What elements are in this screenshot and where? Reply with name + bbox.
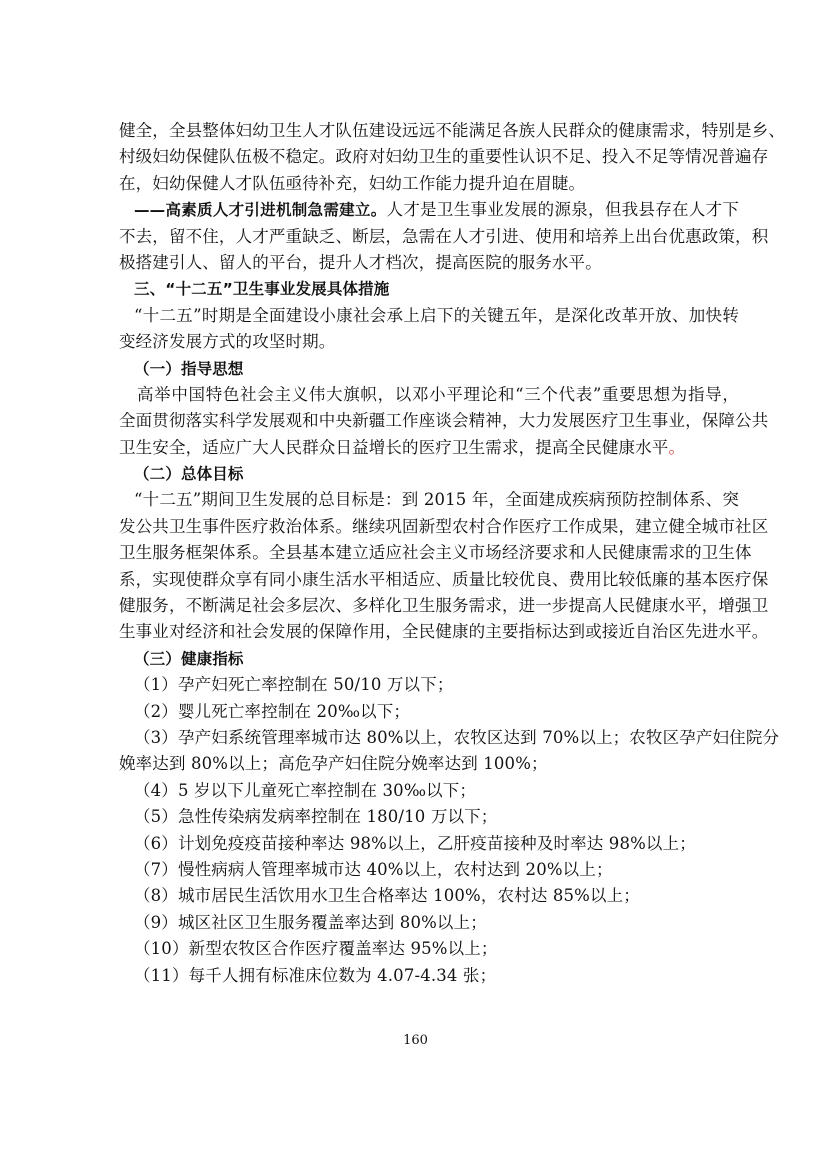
bold-lead: ——高素质人才引进机制急需建立。: [134, 201, 387, 220]
document-body: [119, 118, 785, 989]
paragraph-line: [119, 435, 739, 461]
paragraph-line: 村级妇幼保健队伍极不稳定。政府对妇幼卫生的重要性认识不足、投入不足等情况普遍存: [119, 147, 769, 167]
paragraph-line: 卫生服务框架体系。全县基本建立适应社会主义市场经济要求和人民健康需求的卫生体: [119, 543, 752, 563]
indicator-item: （2）婴儿死亡率控制在 20‰以下；: [134, 701, 411, 721]
paragraph-text: 人才是卫生事业发展的源泉，但我县存在人才下: [386, 200, 740, 220]
subsection-heading: （一）指导思想: [134, 359, 244, 378]
indicator-item: （8）城市居民生活饮用水卫生合格率达 100%，农村达 85%以上；: [134, 886, 640, 906]
indicator-item: （5）急性传染病发病率控制在 180/10 万以下；: [134, 807, 498, 827]
indicator-item: （11）每千人拥有标准床位数为 4.07-4.34 张；: [134, 965, 497, 985]
indicator-item: （1）孕产妇死亡率控制在 50/10 万以下；: [134, 675, 454, 695]
paragraph-line: “十二五”期间卫生发展的总目标是：到 2015 年，全面建成疾病预防控制体系、突: [134, 490, 739, 510]
red-period-mark: 。: [668, 437, 686, 457]
paragraph-line: 健服务，不断满足社会多层次、多样化卫生服务需求，进一步提高人民健康水平，增强卫: [119, 596, 769, 616]
indicator-item: （7）慢性病病人管理率城市达 40%以上，农村达到 20%以上；: [134, 859, 613, 879]
indicator-item: （4）5 岁以下儿童死亡率控制在 30‰以下；: [134, 780, 477, 800]
paragraph-line: 变经济发展方式的攻坚时期。: [119, 332, 336, 352]
paragraph-line: “十二五”时期是全面建设小康社会承上启下的关键五年，是深化改革开放、加快转: [134, 305, 739, 325]
subsection-heading: （三）健康指标: [134, 649, 244, 668]
subsection-heading: （二）总体目标: [134, 465, 244, 484]
paragraph-line: 系，实现使群众享有同小康生活水平相适应、质量比较优良、费用比较低廉的基本医疗保: [119, 569, 769, 589]
paragraph-line: 全面贯彻落实科学发展观和中央新疆工作座谈会精神，大力发展医疗卫生事业，保障公共: [119, 411, 769, 431]
paragraph-line: 在，妇幼保健人才队伍亟待补充，妇幼工作能力提升迫在眉睫。: [119, 173, 586, 193]
paragraph-line: 高举中国特色社会主义伟大旗帜，以邓小平理论和“三个代表”重要思想为指导，: [137, 384, 739, 404]
paragraph-line: 健全，全县整体妇幼卫生人才队伍建设远远不能满足各族人民群众的健康需求，特别是乡、: [119, 121, 785, 140]
indicator-item: （10）新型农牧区合作医疗覆盖率达 95%以上；: [134, 939, 498, 959]
paragraph-line: 不去，留不住，人才严重缺乏、断层，急需在人才引进、使用和培养上出台优惠政策，积: [119, 226, 769, 246]
paragraph-line: 极搭建引人、留人的平台，提升人才档次，提高医院的服务水平。: [119, 252, 602, 272]
paragraph-line: 生事业对经济和社会发展的保障作用，全民健康的主要指标达到或接近自治区先进水平。: [119, 622, 769, 642]
paragraph-line: [119, 197, 739, 223]
paragraph-text: 卫生安全，适应广大人民群众日益增长的医疗卫生需求，提高全民健康水平: [119, 437, 669, 457]
section-heading: 三、“十二五”卫生事业发展具体措施: [134, 280, 390, 299]
page-number: 160: [403, 1033, 428, 1048]
paragraph-line: 发公共卫生事件医疗救治体系。继续巩固新型农村合作医疗工作成果，建立健全城市社区: [119, 516, 769, 536]
indicator-item: （6）计划免疫疫苗接种率达 98%以上，乙肝疫苗接种及时率达 98%以上；: [134, 833, 696, 853]
indicator-item: （9）城区社区卫生服务覆盖率达到 80%以上；: [134, 912, 487, 932]
indicator-item-continued: 娩率达到 80%以上；高危孕产妇住院分娩率达到 100%；: [119, 754, 548, 774]
indicator-item: （3）孕产妇系统管理率城市达 80%以上，农牧区达到 70%以上；农牧区孕产妇住院分: [134, 727, 780, 747]
